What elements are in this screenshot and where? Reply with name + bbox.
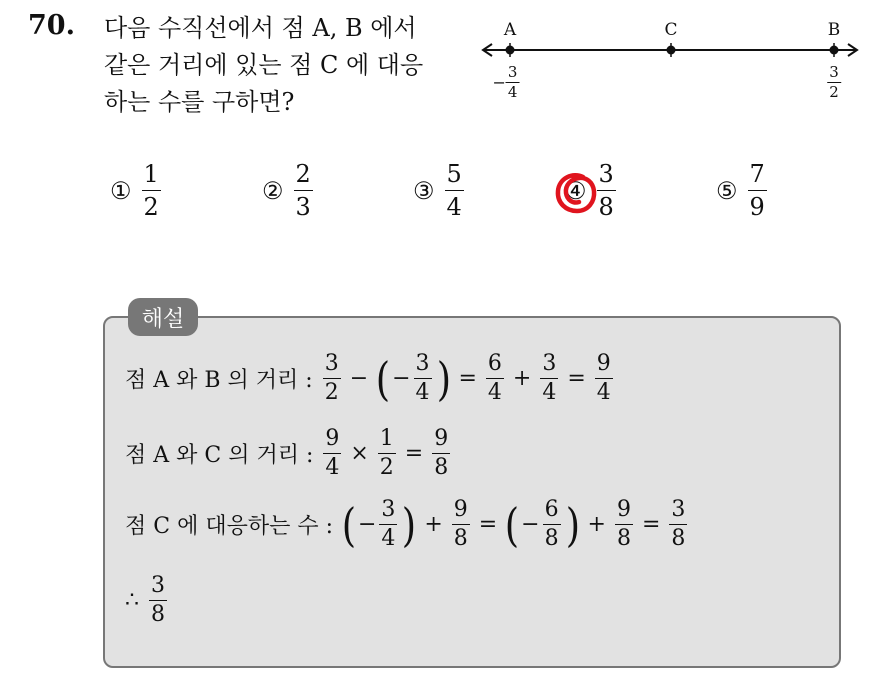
fraction-numerator: 3	[671, 497, 686, 522]
fraction-numerator: 6	[544, 497, 559, 522]
fraction-denominator: 2	[143, 193, 159, 221]
point-a-dot	[506, 46, 515, 55]
solution-label: 점 A 와 B 의 거리 :	[125, 368, 313, 393]
plus-operator: +	[424, 512, 443, 537]
answer-mark-circle-icon	[553, 170, 599, 216]
fraction-numerator: 1	[143, 160, 159, 188]
fraction-denominator: 2	[829, 83, 839, 101]
fraction-denominator: 4	[487, 380, 502, 405]
point-c-label: C	[664, 20, 678, 40]
number-line	[478, 18, 864, 113]
point-a-label: A	[503, 20, 517, 40]
right-paren: )	[436, 351, 451, 406]
question-line-1: 다음 수직선에서 점 A, B 에서	[104, 14, 417, 42]
fraction-denominator: 8	[453, 526, 468, 551]
fraction-denominator: 8	[616, 526, 631, 551]
fraction-denominator: 2	[379, 455, 394, 480]
therefore-symbol: ∴	[125, 588, 139, 613]
fraction-numerator: 7	[749, 160, 765, 188]
point-c-dot	[667, 46, 676, 55]
fraction-numerator: 9	[616, 497, 631, 522]
fraction-denominator: 8	[598, 193, 614, 221]
minus-operator: −	[349, 366, 369, 391]
point-b-value	[827, 65, 841, 100]
solution-line-2	[125, 428, 453, 479]
point-b-label: B	[827, 20, 841, 40]
fraction-numerator: 3	[598, 160, 614, 188]
minus-sign: −	[357, 512, 377, 537]
fraction-numerator: 2	[295, 160, 311, 188]
equals-operator: =	[458, 366, 477, 391]
fraction-numerator: 3	[507, 63, 518, 81]
solution-line-3	[125, 499, 690, 550]
choice-1[interactable]	[110, 162, 161, 219]
minus-sign: −	[521, 512, 540, 537]
point-b-dot	[830, 46, 839, 55]
question-number: 70.	[28, 10, 75, 41]
choice-2[interactable]	[262, 162, 313, 219]
question-line-2: 같은 거리에 있는 점 C 에 대응	[104, 51, 424, 79]
fraction-denominator: 4	[446, 193, 462, 221]
left-paren: (	[375, 351, 391, 406]
equals-operator: =	[641, 512, 661, 537]
fraction-numerator: 9	[596, 351, 611, 376]
fraction-denominator: 8	[434, 455, 449, 480]
plus-operator: +	[512, 366, 532, 391]
question-text	[104, 10, 474, 121]
choice-number: ②	[262, 176, 284, 205]
left-paren: (	[504, 497, 520, 552]
solution-label: 점 A 와 C 의 거리 :	[125, 443, 314, 468]
solution-line-1	[125, 353, 616, 404]
fraction-denominator: 8	[671, 526, 686, 551]
fraction-numerator: 9	[434, 426, 449, 451]
equals-operator: =	[567, 366, 586, 391]
choice-number: ①	[110, 176, 132, 205]
fraction-numerator: 3	[415, 351, 430, 376]
fraction-denominator: 4	[415, 380, 430, 405]
fraction-denominator: 4	[381, 526, 396, 551]
fraction-denominator: 4	[507, 83, 518, 101]
choice-number: ⑤	[716, 176, 738, 205]
fraction-numerator: 6	[487, 351, 502, 376]
choice-5[interactable]	[716, 162, 767, 219]
fraction-numerator: 3	[829, 63, 839, 81]
fraction-denominator: 2	[324, 380, 339, 405]
fraction-numerator: 3	[542, 351, 557, 376]
solution-label: 점 C 에 대응하는 수 :	[125, 514, 333, 539]
solution-conclusion	[125, 575, 170, 626]
minus-sign: −	[492, 73, 506, 92]
right-paren: )	[402, 497, 417, 552]
choice-number: ④	[565, 176, 587, 205]
right-paren: )	[565, 497, 580, 552]
point-a-value	[493, 65, 520, 100]
fraction-numerator: 3	[324, 351, 339, 376]
fraction-numerator: 3	[381, 497, 396, 522]
fraction-denominator: 4	[325, 455, 340, 480]
solution-badge: 해설	[128, 298, 198, 336]
answer-choices	[0, 162, 884, 232]
fraction-denominator: 9	[749, 193, 765, 221]
fraction-denominator: 3	[295, 193, 311, 221]
choice-3[interactable]	[413, 162, 464, 219]
fraction-numerator: 5	[446, 160, 462, 188]
equals-operator: =	[478, 512, 498, 537]
choice-number: ③	[413, 176, 435, 205]
fraction-numerator: 1	[379, 426, 394, 451]
fraction-numerator: 3	[151, 573, 165, 598]
plus-operator: +	[587, 512, 606, 537]
fraction-numerator: 9	[453, 497, 468, 522]
fraction-denominator: 8	[151, 602, 165, 627]
minus-sign: −	[392, 366, 411, 391]
fraction-denominator: 8	[544, 526, 559, 551]
fraction-denominator: 4	[542, 380, 557, 405]
question-line-3: 하는 수를 구하면?	[104, 88, 295, 116]
equals-operator: =	[404, 441, 424, 466]
fraction-denominator: 4	[596, 380, 611, 405]
left-paren: (	[341, 497, 357, 552]
times-operator: ×	[350, 441, 369, 466]
fraction-numerator: 9	[325, 426, 340, 451]
